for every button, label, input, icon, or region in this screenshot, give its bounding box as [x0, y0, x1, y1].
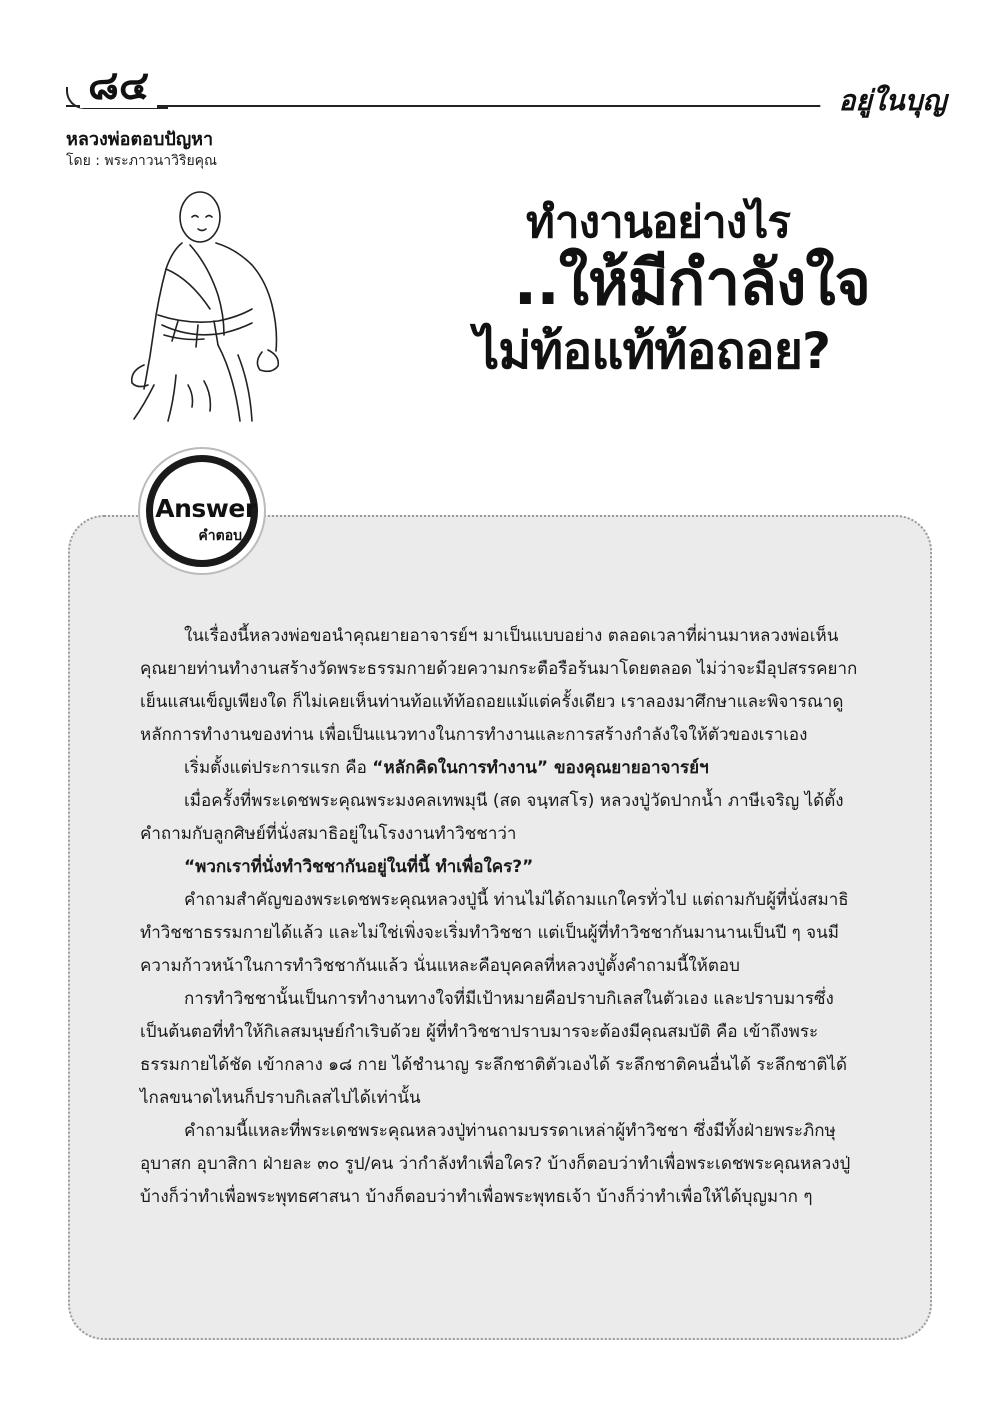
page-number: ๘๔: [80, 64, 157, 108]
body-paragraph-6: การทำวิชชานั้นเป็นการทำงานทางใจที่มีเป้าหมายคือปราบกิเลสในตัวเอง และปราบมารซึ่งเป็นต้นตอที่ทำให้กิเลสมนุษย์กำเริบด้วย ผู้ที่ทำวิชชาปราบมารจะต้องมีคุณสมบัติ คือ เข้าถึงพระธรรมกายได้ชัด เข้ากลาง ๑๘ กาย ได้ชำนาญ ระลึกชาติตัวเองได้ ระลึกชาติคนอื่นได้ ระลึกชาติได้ไกลขนาดไหนก็ปราบกิเลสไปได้เท่านั้น: [140, 989, 847, 1108]
body-paragraph-2-prefix: เริ่มตั้งแต่ประการแรก คือ: [184, 758, 373, 778]
body-paragraph-5: คำถามสำคัญของพระเดชพระคุณหลวงปู่นี้ ท่านไม่ได้ถามแกใครทั่วไป แต่ถามกับผู้ที่นั่งสมาธิทำวิชชาธรรมกายได้แล้ว และไม่ใช่เพิ่งจะเริ่มทำวิชชา แต่เป็นผู้ที่ทำวิชชากันมานานเป็นปี ๆ จนมีความก้าวหน้าในการทำวิชชากันแล้ว นั่นแหละคือบุคคลที่หลวงปู่ตั้งคำถามนี้ให้ตอบ: [140, 890, 849, 976]
monk-sketch-illustration: [118, 185, 293, 425]
answer-badge-thai: คำตอบ: [198, 528, 242, 544]
header-rule: [66, 83, 928, 107]
body-paragraph-7: คำถามนี้แหละที่พระเดชพระคุณหลวงปู่ท่านถามบรรดาเหล่าผู้ทำวิชชา ซึ่งมีทั้งฝ่ายพระภิกษุ อุบาสก อุบาสิกา ฝ่ายละ ๓๐ รูป/คน ว่ากำลังทำเพื่อใคร? บ้างก็ตอบว่าทำเพื่อพระเดชพระคุณหลวงปู่ บ้างก็ว่าทำเพื่อพระพุทธศาสนา บ้างก็ตอบว่าทำเพื่อพระพุทธเจ้า บ้างก็ว่าทำเพื่อให้ได้บุญมาก ๆ: [140, 1121, 851, 1207]
answer-badge-english: Answer: [155, 494, 257, 523]
body-paragraph-2-bold: “หลักคิดในการทำงาน” ของคุณยายอาจารย์ฯ: [372, 758, 709, 778]
body-paragraph-1: ในเรื่องนี้หลวงพ่อขอนำคุณยายอาจารย์ฯ มาเป็นแบบอย่าง ตลอดเวลาที่ผ่านมาหลวงพ่อเห็นคุณยายท่านทำงานสร้างวัดพระธรรมกายด้วยความกระตือรือร้นมาโดยตลอด ไม่ว่าจะมีอุปสรรคยากเย็นแสนเข็ญเพียงใด ก็ไม่เคยเห็นท่านท้อแท้ท้อถอยแม้แต่ครั้งเดียว เราลองมาศึกษาและพิจารณาดูหลักการทำงานของท่าน เพื่อเป็นแนวทางในการทำงานและการสร้างกำลังใจให้ตัวของเราเอง: [140, 626, 858, 745]
body-paragraph-2: [140, 752, 860, 785]
author-line: โดย : พระภาวนาวิริยคุณ: [66, 153, 218, 169]
body-paragraph-4-quote: “พวกเราที่นั่งทำวิชชากันอยู่ในที่นี้ ทำเพื่อใคร?”: [184, 857, 534, 877]
magazine-logo: อยู่ในบุญ: [820, 72, 965, 130]
answer-badge: [138, 447, 266, 575]
headline-line-2: ..ให้มีกำลังใจ: [513, 246, 870, 320]
answer-body: [140, 620, 860, 1214]
headline-line-1: ทำงานอย่างไร: [525, 197, 790, 248]
headline-line-3: ไม่ท้อแท้ท้อถอย?: [474, 322, 830, 381]
body-paragraph-3: เมื่อครั้งที่พระเดชพระคุณพระมงคลเทพมุนี (สด จนฺทสโร) หลวงปู่วัดปากน้ำ ภาษีเจริญ ได้ตั้งคำถามกับลูกศิษย์ที่นั่งสมาธิอยู่ในโรงงานทำวิชชาว่า: [140, 791, 844, 844]
headline: [400, 197, 870, 381]
column-title: หลวงพ่อตอบปัญหา: [66, 129, 214, 150]
